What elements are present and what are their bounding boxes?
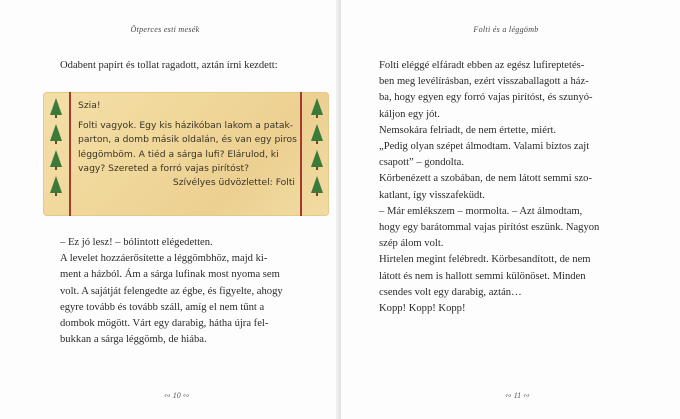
pine-tree-icon [50,176,62,193]
ornament-icon: ∾ [164,391,171,400]
pine-tree-icon [311,124,323,141]
left-body-text [60,235,330,348]
body-line: katlant, így visszafeküdt. [379,189,485,201]
letter-line: parton, a domb másik oldalán, és van egy piros [78,134,297,146]
letter-greeting: Szia! [78,100,101,111]
body-line: A levelet hozzáerősítette a léggömbhöz, majd ki- [60,253,268,265]
page-number: 10 [172,391,181,400]
body-line: Körbenézett a szobában, de nem látott semmi szo- [379,173,592,185]
body-line: káljon egy jót. [379,108,440,120]
letter-line: léggömböm. A tiéd a sárga lufi? Elárulod, ki [78,148,279,160]
letter-line: vagy? Szereted a forró vajas pirítóst? [78,162,249,174]
body-line: ben meg levélírásban, ezért visszaballagott a ház- [379,76,589,88]
body-line: – Ez jó lesz! – bólintott elégedetten. [60,237,213,248]
body-line: dombok mögött. Várt egy darabig, hátha újra fel- [60,318,269,330]
page-number: 11 [513,391,522,400]
body-line: Hirtelen megint felébredt. Körbesandított, de nem [379,254,591,266]
pine-tree-icon [50,98,62,115]
body-line: – Már emlékszem – mormolta. – Azt álmodtam, [379,205,583,217]
body-line: „Pedig olyan szépet álmodtam. Valami biztos zajt [379,141,590,153]
body-line: csapott” – gondolta. [379,157,465,169]
body-line: ment a házból. Ám a sárga lufinak most nyoma sem [60,269,280,281]
body-line: Nemsokára felriadt, de nem értette, miért. [379,124,557,136]
body-line: Folti eléggé elfáradt ebben az egész lufireptetés- [379,60,585,71]
ornament-icon: ∾ [505,391,512,400]
pine-tree-icon [311,176,323,193]
page-number-right [505,391,530,400]
left-page [0,0,339,419]
page-number-left [164,391,189,400]
ornament-icon: ∾ [523,391,530,400]
body-line: bukkan a sárga léggömb, de hiába. [60,334,207,346]
letter-line: Folti vagyok. Egy kis házikóban lakom a patak- [78,120,294,132]
body-line: csendes volt egy darabig, aztán… [379,286,522,298]
tree-column-left [46,98,66,202]
running-head-left: Ötperces esti mesék [130,25,200,34]
body-line: szép álom volt. [379,238,444,250]
body-line: Kopp! Kopp! Kopp! [379,303,466,315]
body-line: hogy egy barátommal vajas pirítóst eszünk. Nagyon [379,222,600,234]
ornament-icon: ∾ [182,391,190,400]
pine-tree-icon [50,124,62,141]
right-page [341,0,680,419]
letter-text [78,99,295,196]
body-line: ba, hogy egyen egy forró vajas pirítóst, és szunyó- [379,92,593,104]
pine-tree-icon [311,150,323,167]
body-line: egyre tovább és tovább száll, amíg el nem tűnt a [60,301,265,313]
intro-line: Odabent papírt és tollat ragadott, aztán írni kezdett: [60,60,278,71]
body-line: látott és nem is hallott semmi különöset. Minden [379,270,586,282]
tree-column-right [307,98,327,202]
pine-tree-icon [311,98,323,115]
intro-text [60,58,325,74]
running-head-right: Folti és a léggömb [473,25,539,34]
letter-signature: Szívélyes üdvözlettel: Folti [172,177,295,189]
body-line: volt. A sajátját felengedte az égbe, és figyelte, ahogy [60,285,283,297]
letter-border-right [300,92,302,216]
letter-border-left [69,92,71,216]
letter-illustration [43,92,329,216]
right-body-text [379,58,654,317]
pine-tree-icon [50,150,62,167]
